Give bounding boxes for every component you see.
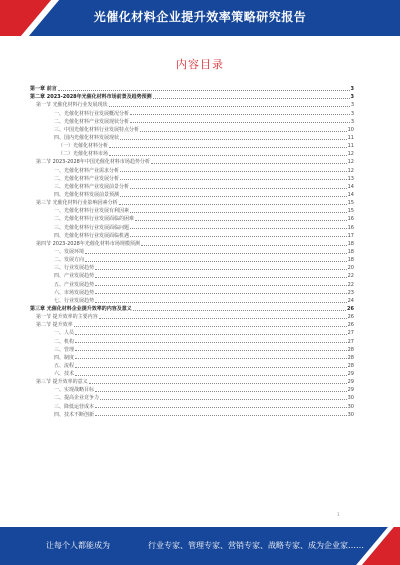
toc-entry-title: 五、产业发展趋势 xyxy=(54,281,95,288)
toc-entry[interactable] xyxy=(30,190,354,198)
toc-entry[interactable] xyxy=(30,117,354,125)
toc-entry-page: 3 xyxy=(350,94,354,101)
table-of-contents xyxy=(30,84,354,418)
toc-dot-leader xyxy=(130,236,347,237)
toc-entry-title: 三、光催化材料行业发展面临问题 xyxy=(54,224,130,231)
toc-dot-leader xyxy=(74,326,347,327)
toc-entry-page: 13 xyxy=(347,175,354,182)
toc-entry[interactable] xyxy=(30,206,354,214)
toc-entry-title: 二、光催化材料产业发展分析 xyxy=(54,175,120,182)
toc-dot-leader xyxy=(100,399,347,400)
toc-dot-leader xyxy=(109,147,347,148)
toc-dot-leader xyxy=(75,342,347,343)
toc-dot-leader xyxy=(75,334,347,335)
toc-dot-leader xyxy=(75,350,347,351)
toc-entry-page: 18 xyxy=(347,240,354,247)
toc-entry-title: 二、机构 xyxy=(54,338,75,345)
toc-entry-title: 四、制度 xyxy=(54,354,75,361)
toc-entry-page: 26 xyxy=(347,322,354,329)
toc-entry[interactable] xyxy=(30,328,354,336)
toc-entry-page: 3 xyxy=(350,86,354,93)
toc-dot-leader xyxy=(133,310,346,311)
toc-entry-title: 一、实现战略目标 xyxy=(54,387,95,394)
toc-dot-leader xyxy=(95,269,347,270)
toc-entry-title: 四、技术不断创新 xyxy=(54,411,95,418)
toc-entry-page: 27 xyxy=(347,338,354,345)
toc-entry-page: 12 xyxy=(347,151,354,158)
toc-dot-leader xyxy=(95,407,347,408)
toc-entry[interactable] xyxy=(30,247,354,255)
toc-entry-page: 11 xyxy=(347,143,354,150)
toc-entry-title: （二）光催化材料市场 xyxy=(58,151,109,158)
toc-entry-title: 四、国内光催化材料发展现状 xyxy=(54,134,120,141)
toc-entry-page: 20 xyxy=(347,265,354,272)
toc-entry[interactable] xyxy=(30,149,354,157)
toc-entry[interactable] xyxy=(30,401,354,409)
toc-entry-title: 二、提高企业竞争力 xyxy=(54,395,100,402)
toc-entry-page: 30 xyxy=(347,411,354,418)
toc-entry-page: 26 xyxy=(347,314,354,321)
toc-entry-page: 10 xyxy=(347,126,354,133)
toc-entry[interactable] xyxy=(30,279,354,287)
toc-entry[interactable] xyxy=(30,345,354,353)
toc-entry[interactable] xyxy=(30,377,354,385)
toc-entry-title: 三、行业发展趋势 xyxy=(54,265,95,272)
toc-dot-leader xyxy=(120,196,347,197)
toc-entry-page: 18 xyxy=(347,248,354,255)
toc-entry-page: 16 xyxy=(347,216,354,223)
toc-entry-page: 12 xyxy=(347,159,354,166)
toc-heading: 内容目录 xyxy=(176,58,224,71)
toc-entry[interactable] xyxy=(30,198,354,206)
report-title: 光催化材料企业提升效率策略研究报告 xyxy=(93,10,307,24)
toc-entry[interactable] xyxy=(30,239,354,247)
toc-entry-title: 第三节 提升效率的意义 xyxy=(36,379,88,386)
toc-entry[interactable] xyxy=(30,157,354,165)
toc-entry-page: 29 xyxy=(347,379,354,386)
toc-dot-leader xyxy=(95,415,347,416)
toc-dot-leader xyxy=(95,285,347,286)
toc-dot-leader xyxy=(95,277,347,278)
toc-entry-title: 二、光催化材料产业发展现状分析 xyxy=(54,118,130,125)
toc-entry-title: 五、流程 xyxy=(54,362,75,369)
toc-entry-title: 第四节 2023-2028年光催化材料市场规模预测 xyxy=(36,240,140,247)
toc-entry-title: 四、产业发展趋势 xyxy=(54,273,95,280)
toc-entry-page: 14 xyxy=(347,191,354,198)
toc-entry[interactable] xyxy=(30,182,354,190)
toc-entry-title: 六、市场发展趋势 xyxy=(54,289,95,296)
toc-entry-page: 3 xyxy=(350,118,354,125)
toc-entry[interactable] xyxy=(30,263,354,271)
toc-entry[interactable] xyxy=(30,174,354,182)
toc-entry-page: 28 xyxy=(347,362,354,369)
toc-entry-page: 15 xyxy=(347,208,354,215)
toc-entry-title: 三、中国光催化材料行业发展特点分析 xyxy=(54,126,140,133)
toc-dot-leader xyxy=(75,358,347,359)
toc-entry-page: 30 xyxy=(347,395,354,402)
toc-entry-title: 第一节 提升效率的主要内容 xyxy=(36,314,98,321)
toc-entry-title: 一、光催化材料行业发展有利因素 xyxy=(54,208,130,215)
toc-entry-page: 3 xyxy=(350,102,354,109)
toc-entry-title: 一、发展环境 xyxy=(54,248,85,255)
toc-entry[interactable] xyxy=(30,361,354,369)
toc-entry-page: 11 xyxy=(347,134,354,141)
toc-entry-title: 第二节 提升效率 xyxy=(36,322,73,329)
toc-entry[interactable] xyxy=(30,108,354,116)
toc-dot-leader xyxy=(120,139,347,140)
toc-dot-leader xyxy=(140,131,347,132)
toc-entry-title: 四、光催化材料行业发展面临机遇 xyxy=(54,232,130,239)
toc-dot-leader xyxy=(95,302,347,303)
toc-entry[interactable] xyxy=(30,296,354,304)
toc-entry[interactable] xyxy=(30,410,354,418)
toc-dot-leader xyxy=(95,293,347,294)
page-number: 1 xyxy=(337,512,340,517)
toc-entry-title: 六、技术 xyxy=(54,371,75,378)
toc-dot-leader xyxy=(151,163,347,164)
toc-dot-leader xyxy=(130,122,350,123)
toc-entry[interactable] xyxy=(30,385,354,393)
toc-entry-page: 22 xyxy=(347,273,354,280)
toc-entry-page: 3 xyxy=(350,110,354,117)
toc-dot-leader xyxy=(99,318,347,319)
toc-entry-page: 18 xyxy=(347,257,354,264)
toc-entry-page: 30 xyxy=(347,403,354,410)
toc-dot-leader xyxy=(119,204,347,205)
toc-entry[interactable] xyxy=(30,255,354,263)
toc-entry-page: 27 xyxy=(347,330,354,337)
toc-dot-leader xyxy=(109,106,350,107)
toc-entry[interactable] xyxy=(30,312,354,320)
toc-dot-leader xyxy=(75,367,347,368)
toc-entry[interactable] xyxy=(30,369,354,377)
toc-entry-title: 三、管理 xyxy=(54,346,75,353)
toc-entry-title: 一、光催化材料产业需求分析 xyxy=(54,167,120,174)
toc-entry-page: 23 xyxy=(347,289,354,296)
toc-entry-page: 28 xyxy=(347,346,354,353)
toc-dot-leader xyxy=(135,220,347,221)
toc-entry[interactable] xyxy=(30,222,354,230)
toc-entry-title: 第一章 前言 xyxy=(30,86,57,93)
toc-dot-leader xyxy=(75,375,347,376)
toc-entry-page: 12 xyxy=(347,167,354,174)
toc-dot-leader xyxy=(130,228,347,229)
toc-dot-leader xyxy=(85,253,347,254)
toc-entry-title: （一）光催化材料分析 xyxy=(58,143,109,150)
toc-entry-page: 22 xyxy=(347,281,354,288)
toc-entry[interactable] xyxy=(30,320,354,328)
toc-dot-leader xyxy=(58,90,350,91)
toc-dot-leader xyxy=(109,155,347,156)
header-banner xyxy=(0,0,400,36)
toc-entry[interactable] xyxy=(30,304,354,312)
toc-entry-title: 三、光催化材料产业发展前景分析 xyxy=(54,183,130,190)
toc-entry[interactable] xyxy=(30,125,354,133)
toc-entry-title: 一、光催化材料行业发展概况分析 xyxy=(54,110,130,117)
toc-dot-leader xyxy=(89,383,347,384)
toc-entry-page: 29 xyxy=(347,387,354,394)
toc-dot-leader xyxy=(120,179,347,180)
toc-entry-title: 第三节 光催化材料行业影响因素分析 xyxy=(36,200,118,207)
toc-entry[interactable] xyxy=(30,133,354,141)
toc-entry-title: 三、降低运营成本 xyxy=(54,403,95,410)
toc-entry[interactable] xyxy=(30,393,354,401)
toc-dot-leader xyxy=(153,98,350,99)
toc-dot-leader xyxy=(130,188,347,189)
footer-slogan-right: 行业专家、管理专家、营销专家、战略专家、成为企业家…… xyxy=(148,541,364,550)
toc-entry-title: 二、光催化材料行业发展面临的困难 xyxy=(54,216,135,223)
toc-entry-title: 七、行业发展趋势 xyxy=(54,297,95,304)
toc-entry[interactable] xyxy=(30,353,354,361)
toc-entry-title: 第一节 光催化材料行业发展现状 xyxy=(36,102,108,109)
toc-entry[interactable] xyxy=(30,231,354,239)
toc-entry-title: 四、光催化材料发展前景预测 xyxy=(54,191,120,198)
toc-entry-page: 16 xyxy=(347,224,354,231)
toc-entry[interactable] xyxy=(30,165,354,173)
toc-entry[interactable] xyxy=(30,288,354,296)
toc-entry[interactable] xyxy=(30,141,354,149)
toc-entry-page: 15 xyxy=(347,200,354,207)
toc-entry-title: 第二节 2023-2028年中国光催化材料市场趋势分析 xyxy=(36,159,150,166)
toc-entry-page: 17 xyxy=(347,232,354,239)
toc-entry-title: 第三章 光催化材料企业提升效率的内容及意义 xyxy=(30,305,132,312)
footer-red-stripe xyxy=(362,527,400,565)
toc-entry[interactable] xyxy=(30,271,354,279)
footer-banner xyxy=(0,527,400,565)
toc-entry-title: 二、发展方向 xyxy=(54,257,85,264)
toc-entry-page: 26 xyxy=(347,305,354,312)
toc-entry[interactable] xyxy=(30,100,354,108)
toc-dot-leader xyxy=(85,261,347,262)
toc-dot-leader xyxy=(130,212,347,213)
toc-dot-leader xyxy=(95,391,347,392)
toc-entry-page: 28 xyxy=(347,354,354,361)
toc-entry[interactable] xyxy=(30,336,354,344)
toc-entry[interactable] xyxy=(30,214,354,222)
footer-slogan-left: 让每个人都能成为 xyxy=(46,541,110,550)
toc-entry-page: 29 xyxy=(347,371,354,378)
toc-entry[interactable] xyxy=(30,92,354,100)
toc-dot-leader xyxy=(130,114,350,115)
toc-entry-page: 24 xyxy=(347,297,354,304)
toc-dot-leader xyxy=(141,245,347,246)
toc-entry[interactable] xyxy=(30,84,354,92)
toc-entry-title: 一、人员 xyxy=(54,330,75,337)
toc-entry-title: 第二章 2023-2028年光催化材料市场前景及趋势预测 xyxy=(30,94,152,101)
toc-dot-leader xyxy=(120,171,347,172)
toc-entry-page: 14 xyxy=(347,183,354,190)
